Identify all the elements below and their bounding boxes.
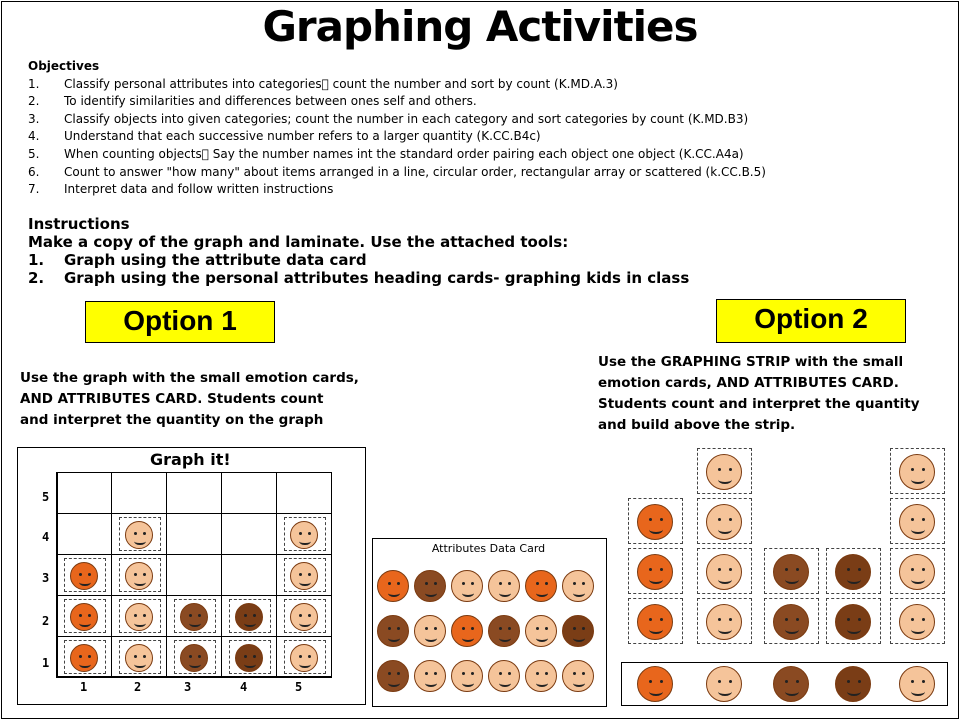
face-icon: [125, 644, 153, 672]
face-icon: [180, 644, 208, 672]
face-mouth: [299, 619, 310, 627]
face-icon: [899, 504, 935, 540]
face-eye: [536, 627, 539, 630]
face-eye: [471, 582, 474, 585]
face-eye: [425, 582, 428, 585]
face-eye: [582, 627, 585, 630]
face-eye: [189, 655, 192, 658]
objective-number: 5.: [28, 146, 40, 161]
face-mouth: [911, 475, 925, 484]
face-eye: [88, 614, 91, 617]
objective-number: 4.: [28, 129, 40, 144]
face-mouth: [79, 578, 90, 586]
face-mouth: [134, 537, 145, 545]
x-tick-label: 3: [184, 680, 192, 694]
face-mouth: [299, 660, 310, 668]
objective-text: To identify similarities and differences between ones self and others.: [64, 94, 477, 109]
face-icon: [70, 562, 98, 590]
face-eye: [911, 680, 914, 683]
face-icon: [562, 660, 594, 692]
x-tick-label: 2: [134, 680, 142, 694]
face-mouth: [536, 589, 549, 597]
face-eye: [299, 655, 302, 658]
face-eye: [729, 618, 732, 621]
graph-title: Graph it!: [150, 450, 231, 469]
face-eye: [911, 468, 914, 471]
face-eye: [785, 618, 788, 621]
face-eye: [785, 680, 788, 683]
face-mouth: [573, 634, 586, 642]
grid-line: [56, 554, 332, 555]
option-2-desc-line: emotion cards, AND ATTRIBUTES CARD.: [598, 375, 899, 391]
face-mouth: [911, 687, 925, 696]
face-icon: [637, 604, 673, 640]
instruction-text: Graph using the personal attributes heading cards- graphing kids in class: [64, 269, 690, 287]
face-eye: [649, 568, 652, 571]
face-eye: [922, 680, 925, 683]
face-eye: [499, 582, 502, 585]
face-eye: [922, 518, 925, 521]
face-eye: [536, 672, 539, 675]
face-eye: [729, 518, 732, 521]
option-2-label: Option 2: [716, 299, 906, 343]
objective-item: [28, 93, 948, 111]
face-mouth: [425, 634, 438, 642]
face-eye: [471, 627, 474, 630]
instruction-text: Graph using the attribute data card: [64, 251, 367, 269]
objective-item: [28, 164, 948, 182]
grid-line: [56, 636, 332, 637]
face-eye: [308, 532, 311, 535]
instructions-heading: Instructions: [28, 215, 130, 233]
face-mouth: [462, 679, 475, 687]
face-eye: [508, 672, 511, 675]
y-tick-label: 1: [42, 656, 50, 670]
y-tick-label: 2: [42, 614, 50, 628]
face-eye: [79, 614, 82, 617]
face-eye: [911, 518, 914, 521]
face-eye: [88, 655, 91, 658]
face-icon: [125, 603, 153, 631]
face-eye: [425, 672, 428, 675]
face-eye: [582, 582, 585, 585]
face-eye: [397, 582, 400, 585]
grid-line: [331, 472, 332, 676]
option-2-desc-line: Use the GRAPHING STRIP with the small: [598, 354, 904, 370]
face-mouth: [785, 625, 799, 634]
face-icon: [414, 660, 446, 692]
objective-item: [28, 146, 948, 164]
instructions-section: [28, 215, 928, 287]
face-icon: [451, 615, 483, 647]
face-mouth: [79, 619, 90, 627]
face-eye: [649, 618, 652, 621]
face-eye: [911, 618, 914, 621]
face-eye: [462, 627, 465, 630]
face-mouth: [649, 687, 663, 696]
face-eye: [858, 680, 861, 683]
face-mouth: [718, 625, 732, 634]
face-eye: [434, 672, 437, 675]
face-eye: [143, 655, 146, 658]
face-icon: [773, 666, 809, 702]
face-icon: [899, 554, 935, 590]
face-eye: [134, 614, 137, 617]
face-eye: [253, 655, 256, 658]
face-mouth: [299, 578, 310, 586]
objective-text: When counting objects  Say the number names int the standard order pairing each object one object (K.CC.A4a): [64, 146, 744, 161]
face-eye: [471, 672, 474, 675]
face-mouth: [79, 660, 90, 668]
grid-line: [221, 472, 222, 676]
face-eye: [573, 672, 576, 675]
face-mouth: [911, 575, 925, 584]
face-icon: [414, 570, 446, 602]
instruction-item: [28, 269, 928, 287]
face-eye: [198, 614, 201, 617]
face-icon: [290, 521, 318, 549]
face-mouth: [573, 679, 586, 687]
face-icon: [488, 570, 520, 602]
face-eye: [143, 532, 146, 535]
face-mouth: [847, 687, 861, 696]
face-eye: [718, 680, 721, 683]
objective-item: [28, 128, 948, 146]
objective-text: Interpret data and follow written instructions: [64, 182, 334, 197]
face-icon: [377, 660, 409, 692]
face-icon: [377, 570, 409, 602]
face-icon: [125, 521, 153, 549]
face-mouth: [499, 634, 512, 642]
objective-text: Understand that each successive number refers to a larger quantity (K.CC.B4c): [64, 129, 541, 144]
face-mouth: [649, 625, 663, 634]
face-mouth: [718, 525, 732, 534]
option-2-description: [598, 352, 920, 436]
face-icon: [525, 615, 557, 647]
attributes-card-title: Attributes Data Card: [431, 542, 546, 555]
face-eye: [143, 573, 146, 576]
face-eye: [796, 680, 799, 683]
face-eye: [244, 614, 247, 617]
face-icon: [290, 562, 318, 590]
face-eye: [660, 680, 663, 683]
face-mouth: [134, 578, 145, 586]
face-mouth: [536, 634, 549, 642]
face-eye: [660, 568, 663, 571]
face-eye: [134, 532, 137, 535]
graph-x-axis: [56, 676, 332, 678]
option-1-label: Option 1: [85, 301, 275, 343]
instruction-number: 1.: [28, 251, 45, 269]
face-eye: [134, 573, 137, 576]
face-mouth: [388, 679, 401, 687]
face-eye: [499, 627, 502, 630]
face-mouth: [134, 619, 145, 627]
face-icon: [835, 604, 871, 640]
objective-item: [28, 111, 948, 129]
face-mouth: [649, 575, 663, 584]
grid-line: [166, 472, 167, 676]
face-icon: [637, 666, 673, 702]
x-tick-label: 5: [295, 680, 303, 694]
face-mouth: [299, 537, 310, 545]
face-eye: [718, 518, 721, 521]
face-eye: [397, 672, 400, 675]
face-icon: [706, 504, 742, 540]
face-eye: [582, 672, 585, 675]
face-eye: [299, 573, 302, 576]
face-icon: [377, 615, 409, 647]
grid-line: [56, 472, 332, 473]
instruction-number: 2.: [28, 269, 45, 287]
option-2-desc-line: and build above the strip.: [598, 417, 796, 433]
face-mouth: [649, 525, 663, 534]
face-eye: [308, 573, 311, 576]
face-icon: [70, 603, 98, 631]
face-eye: [508, 582, 511, 585]
face-mouth: [536, 679, 549, 687]
face-icon: [706, 604, 742, 640]
face-icon: [488, 615, 520, 647]
face-mouth: [573, 589, 586, 597]
grid-line: [276, 472, 277, 676]
face-icon: [899, 454, 935, 490]
face-icon: [637, 554, 673, 590]
face-eye: [796, 618, 799, 621]
objective-number: 1.: [28, 76, 40, 91]
face-eye: [189, 614, 192, 617]
face-mouth: [462, 634, 475, 642]
option-1-desc-line: and interpret the quantity on the graph: [20, 412, 324, 428]
face-eye: [847, 680, 850, 683]
option-2-desc-line: Students count and interpret the quantity: [598, 396, 920, 412]
x-tick-label: 4: [240, 680, 248, 694]
face-mouth: [499, 589, 512, 597]
face-eye: [660, 518, 663, 521]
face-eye: [729, 568, 732, 571]
face-eye: [308, 655, 311, 658]
face-eye: [911, 568, 914, 571]
face-icon: [525, 660, 557, 692]
face-mouth: [425, 589, 438, 597]
face-eye: [573, 627, 576, 630]
grid-line: [111, 472, 112, 676]
face-eye: [244, 655, 247, 658]
face-eye: [388, 627, 391, 630]
face-eye: [847, 618, 850, 621]
y-tick-label: 5: [42, 490, 50, 504]
face-icon: [70, 644, 98, 672]
option-1-desc-line: AND ATTRIBUTES CARD. Students count: [20, 391, 324, 407]
face-eye: [308, 614, 311, 617]
face-eye: [858, 568, 861, 571]
face-mouth: [388, 634, 401, 642]
face-eye: [198, 655, 201, 658]
face-eye: [847, 568, 850, 571]
objective-number: 7.: [28, 182, 40, 197]
face-mouth: [847, 625, 861, 634]
face-icon: [562, 615, 594, 647]
face-eye: [922, 618, 925, 621]
face-eye: [718, 468, 721, 471]
face-mouth: [388, 589, 401, 597]
face-eye: [434, 627, 437, 630]
face-eye: [796, 568, 799, 571]
face-eye: [729, 680, 732, 683]
face-icon: [125, 562, 153, 590]
face-eye: [79, 655, 82, 658]
face-icon: [773, 604, 809, 640]
face-eye: [785, 568, 788, 571]
face-icon: [773, 554, 809, 590]
face-eye: [545, 582, 548, 585]
face-eye: [134, 655, 137, 658]
face-eye: [388, 672, 391, 675]
face-mouth: [462, 589, 475, 597]
face-mouth: [911, 525, 925, 534]
face-icon: [706, 554, 742, 590]
face-eye: [143, 614, 146, 617]
face-mouth: [718, 475, 732, 484]
face-icon: [180, 603, 208, 631]
page-title: Graphing Activities: [262, 2, 698, 51]
face-mouth: [189, 660, 200, 668]
face-eye: [462, 582, 465, 585]
face-mouth: [785, 687, 799, 696]
face-icon: [637, 504, 673, 540]
face-eye: [508, 627, 511, 630]
face-eye: [88, 573, 91, 576]
face-icon: [235, 644, 263, 672]
face-eye: [660, 618, 663, 621]
face-eye: [922, 468, 925, 471]
face-eye: [858, 618, 861, 621]
face-eye: [397, 627, 400, 630]
face-icon: [414, 615, 446, 647]
objective-text: Classify personal attributes into categories  count the number and sort by count (K.MD.A.3): [64, 76, 618, 91]
face-icon: [706, 454, 742, 490]
face-eye: [649, 518, 652, 521]
objective-number: 3.: [28, 111, 40, 126]
face-eye: [388, 582, 391, 585]
face-eye: [536, 582, 539, 585]
instructions-intro: Make a copy of the graph and laminate. Use the attached tools:: [28, 233, 569, 251]
face-eye: [649, 680, 652, 683]
face-eye: [253, 614, 256, 617]
face-eye: [922, 568, 925, 571]
objective-text: Count to answer "how many" about items arranged in a line, circular order, rectangular array or scattered (k.CC.B.5): [64, 164, 766, 179]
face-eye: [462, 672, 465, 675]
objective-text: Classify objects into given categories; count the number in each category and sort categories by count (K.MD.B3): [64, 111, 749, 126]
face-icon: [835, 666, 871, 702]
face-eye: [79, 573, 82, 576]
face-icon: [706, 666, 742, 702]
face-eye: [299, 532, 302, 535]
face-eye: [434, 582, 437, 585]
option-1-desc-line: Use the graph with the small emotion cards,: [20, 370, 359, 386]
face-eye: [499, 672, 502, 675]
face-mouth: [244, 660, 255, 668]
face-icon: [562, 570, 594, 602]
face-icon: [290, 603, 318, 631]
face-eye: [573, 582, 576, 585]
x-tick-label: 1: [80, 680, 88, 694]
face-icon: [235, 603, 263, 631]
face-mouth: [718, 575, 732, 584]
face-icon: [290, 644, 318, 672]
objective-number: 2.: [28, 94, 40, 109]
face-mouth: [499, 679, 512, 687]
face-mouth: [785, 575, 799, 584]
objectives-section: [28, 58, 948, 199]
objective-item: [28, 181, 948, 199]
y-tick-label: 4: [42, 530, 50, 544]
face-icon: [525, 570, 557, 602]
face-mouth: [911, 625, 925, 634]
option-1-description: [20, 368, 359, 431]
face-icon: [451, 660, 483, 692]
y-tick-label: 3: [42, 571, 50, 585]
face-icon: [451, 570, 483, 602]
face-icon: [899, 604, 935, 640]
face-mouth: [425, 679, 438, 687]
grid-line: [56, 513, 332, 514]
face-eye: [729, 468, 732, 471]
graph-y-axis: [56, 472, 58, 676]
face-icon: [899, 666, 935, 702]
face-icon: [835, 554, 871, 590]
face-mouth: [134, 660, 145, 668]
face-eye: [425, 627, 428, 630]
objectives-heading: Objectives: [28, 59, 100, 73]
face-mouth: [189, 619, 200, 627]
grid-line: [56, 595, 332, 596]
face-mouth: [847, 575, 861, 584]
face-eye: [299, 614, 302, 617]
face-mouth: [244, 619, 255, 627]
face-eye: [545, 672, 548, 675]
face-eye: [545, 627, 548, 630]
face-eye: [718, 618, 721, 621]
objective-number: 6.: [28, 164, 40, 179]
face-icon: [488, 660, 520, 692]
instruction-item: [28, 251, 928, 269]
face-eye: [718, 568, 721, 571]
objective-item: [28, 76, 948, 94]
face-mouth: [718, 687, 732, 696]
